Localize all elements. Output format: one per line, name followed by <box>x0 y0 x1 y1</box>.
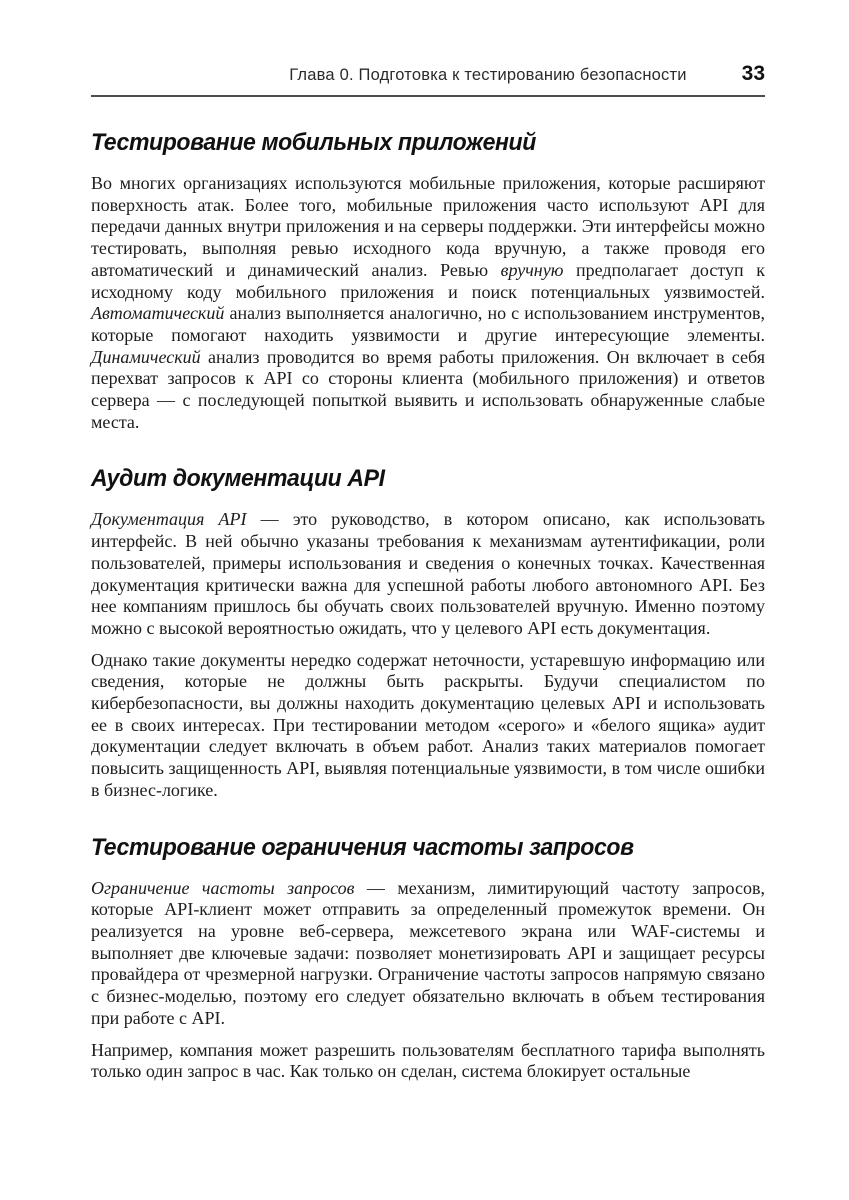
paragraph-text: Например, компания может разрешить пользователям бесплатного тарифа выполнять только один запрос в час. Как только он сделан, система блокирует остальные <box>91 1039 765 1082</box>
section-heading: Тестирование ограничения частоты запросов <box>91 833 634 861</box>
paragraph <box>91 1040 765 1083</box>
paragraph <box>91 509 765 639</box>
paragraph-text-italic: Ограничение частоты запросов <box>91 877 355 898</box>
paragraph-text: — механизм, лимитирующий частоту запросов, которые API-клиент может отправить за определенный промежуток времени. Он реализуется на уровне веб-сервера, межсетевого экрана или WAF-системы и выполняет две ключевые задачи: позволяет монетизировать API и защищает ресурсы провайдера от чрезмерной нагрузки. Ограничение частоты запросов напрямую связано с бизнес-моделью, поэтому его следует обязательно включать в объем тестирования при работе с API. <box>91 877 765 1028</box>
running-head: Глава 0. Подготовка к тестированию безопасности <box>289 66 687 84</box>
paragraph-text: Однако такие документы нередко содержат неточности, устаревшую информацию или сведения, которые не должны быть раскрыты. Будучи специалистом по кибербезопасности, вы должны находить документацию целевых API и использовать ее в своих интересах. При тестировании методом «серого» и «белого ящика» аудит документации следует включать в объем работ. Анализ таких материалов помогает повысить защищенность API, выявляя потенциальные уязвимости, в том числе ошибки в бизнес-логике. <box>91 649 765 800</box>
paragraph <box>91 173 765 433</box>
paragraph-text: — это руководство, в котором описано, как использовать интерфейс. В ней обычно указаны требования к механизмам аутентификации, роли пользователей, примеры использования и сведения о конечных точках. Качественная документация критически важна для успешной работы любого автономного API. Без нее компаниям пришлось бы обучать своих пользователей вручную. Именно поэтому можно с высокой вероятностью ожидать, что у целевого API есть документация. <box>91 509 765 638</box>
paragraph-text-italic: вручную <box>500 259 564 280</box>
section-heading: Аудит документации API <box>91 465 385 493</box>
page-number: 33 <box>741 62 765 85</box>
page-content <box>91 129 765 1083</box>
paragraph-text: Во многих организациях используются мобильные приложения, которые расширяют поверхность атак. Более того, мобильные приложения часто используют API для передачи данных внутри приложения и на серверы поддержки. Эти интерфейсы можно тестировать, выполняя ревью исходного кода вручную, а также проводя его автоматический и динамический анализ. Ревью <box>91 173 765 280</box>
paragraph-text-italic: Динамический <box>91 346 201 367</box>
page-header <box>91 62 765 97</box>
section-api-documentation-audit <box>91 465 765 801</box>
paragraph <box>91 878 765 1030</box>
section-heading: Тестирование мобильных приложений <box>91 129 536 156</box>
section-mobile-app-testing <box>91 129 765 433</box>
paragraph-text-italic: Документация API <box>91 509 247 530</box>
section-rate-limit-testing <box>91 834 765 1083</box>
paragraph-text-italic: Автоматический <box>91 303 225 324</box>
paragraph-text: анализ проводится во время работы приложения. Он включает в себя перехват запросов к API со стороны клиента (мобильного приложения) и ответов сервера — с последующей попыткой выявить и использовать обнаруженные слабые места. <box>91 346 765 432</box>
paragraph-text: предполагает доступ к исходному коду мобильного приложения и поиск потенциальных уязвимостей. <box>91 259 765 302</box>
paragraph-text: анализ выполняется аналогично, но с использованием инструментов, которые помогают находить уязвимости и другие интересующие элементы. <box>91 303 765 345</box>
paragraph <box>91 650 765 802</box>
